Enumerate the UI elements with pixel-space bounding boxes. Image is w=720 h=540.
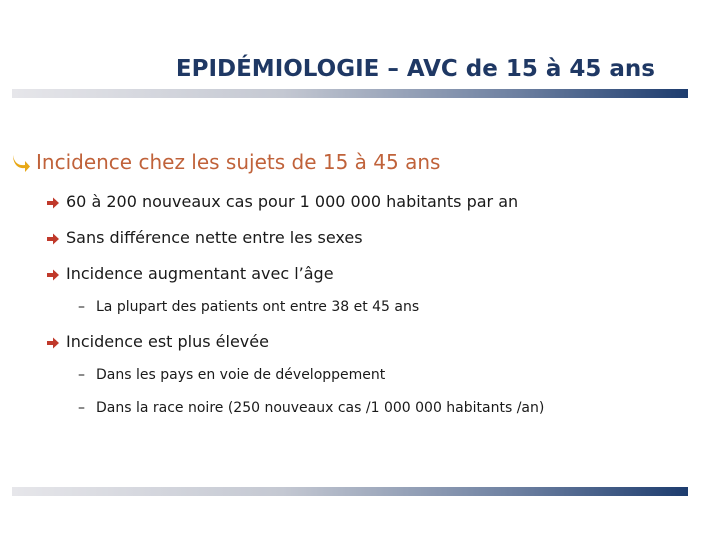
sub-list-item [78, 400, 544, 416]
section-heading [10, 147, 440, 177]
arrow-right-icon [46, 267, 60, 281]
sub-list-item [78, 299, 419, 315]
item-text: 60 à 200 nouveaux cas pour 1 000 000 habitants par an [66, 192, 519, 211]
sub-item-text: La plupart des patients ont entre 38 et 45 ans [96, 299, 420, 315]
curved-arrow-icon [10, 151, 32, 173]
slide-title: EPIDÉMIOLOGIE – AVC de 15 à 45 ans [175, 56, 655, 82]
sub-item-text: Dans la race noire (250 nouveaux cas /1 000 000 habitants /an) [96, 400, 545, 416]
sub-list-item [78, 367, 385, 383]
arrow-right-icon [46, 195, 60, 209]
sub-item-text: Dans les pays en voie de développement [96, 367, 386, 383]
heading-text: Incidence chez les sujets de 15 à 45 ans [36, 150, 441, 174]
bottom-divider-bar [12, 487, 688, 496]
top-divider-bar [12, 89, 688, 98]
item-text: Incidence est plus élevée [66, 332, 269, 351]
item-text: Incidence augmentant avec l’âge [66, 264, 334, 283]
list-item [46, 228, 363, 247]
arrow-right-icon [46, 335, 60, 349]
dash-marker: – [78, 400, 85, 416]
list-item [46, 332, 269, 351]
dash-marker: – [78, 367, 85, 383]
list-item [46, 264, 334, 283]
dash-marker: – [78, 299, 85, 315]
list-item [46, 192, 518, 211]
arrow-right-icon [46, 231, 60, 245]
item-text: Sans différence nette entre les sexes [66, 228, 363, 247]
